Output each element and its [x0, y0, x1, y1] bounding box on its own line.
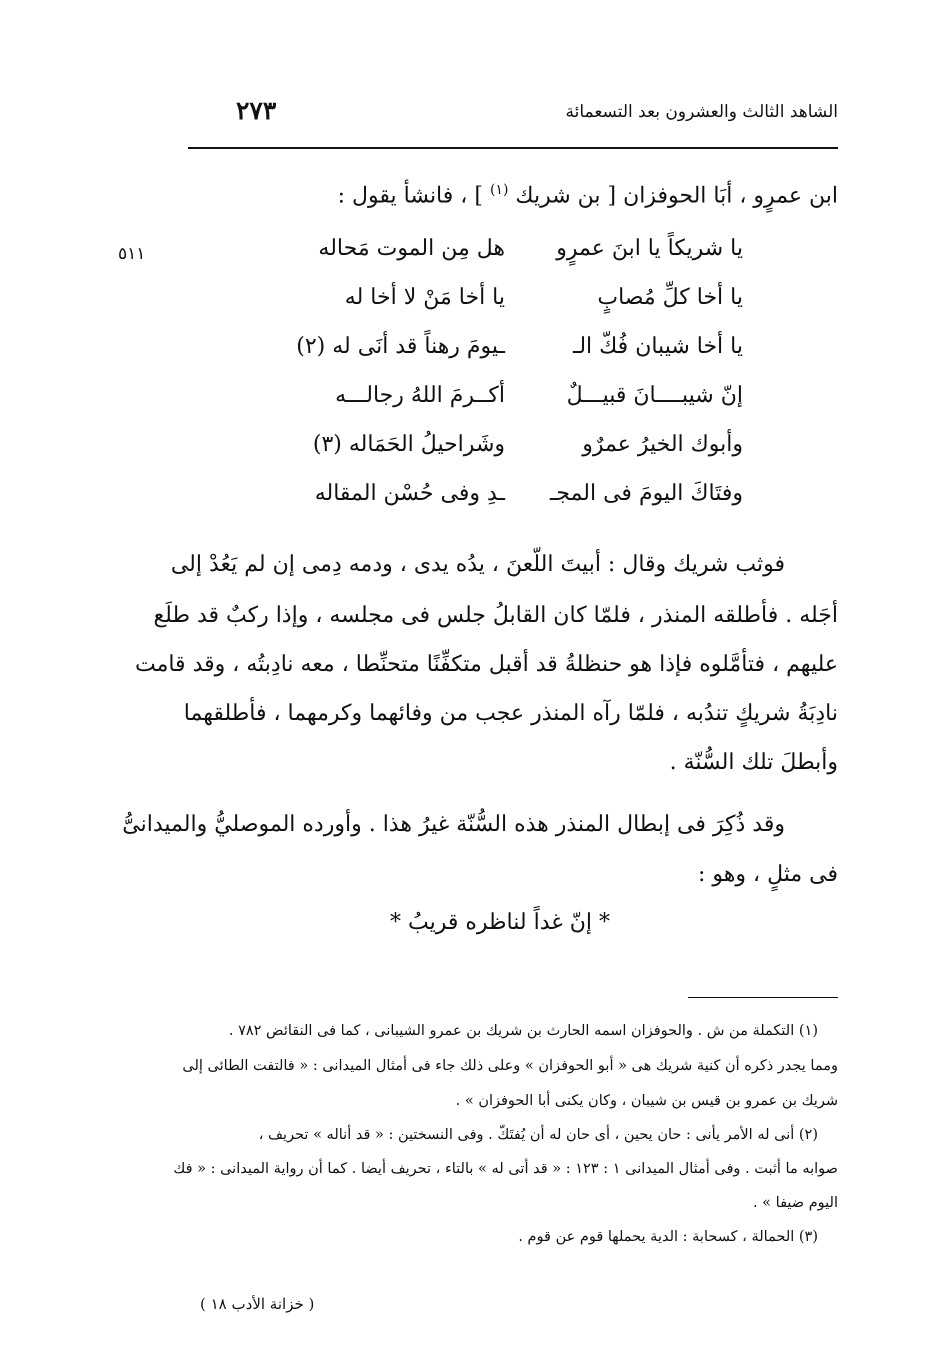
first-hemistich: وأبوك الخيرُ عمرٌو — [582, 432, 743, 457]
verse — [293, 236, 743, 285]
footnote-line: صوابه ما أثبت . وفى أمثال الميدانى ١ : ١٢٣ : « قد أتى له » بالتاء ، تحريف أيضا . كما أن رواية الميدانى : « فك — [173, 1161, 838, 1177]
paragraph-line: أجَله . فأطلقه المنذر ، فلمّا كان القابلُ جلس فى مجلسه ، وإذا ركبٌ قد طلَع — [153, 603, 838, 628]
paragraph-line: وأبطلَ تلك السُّنّة . — [669, 750, 838, 775]
second-hemistich: أكــرمَ اللهُ رجالـــه — [335, 383, 505, 408]
first-hemistich: وفتَاكَ اليومَ فى المجـ — [549, 481, 743, 506]
paragraph-line: فوثب شريك وقال : أبيتَ اللّعنَ ، يدُه يدى ، ودمه دِمى إن لم يَعُدْ إلى — [170, 552, 785, 577]
footnote-ref-1: (١) — [489, 182, 509, 198]
footnote-line: (٢) أنى له الأمر يأنى : حان يحين ، أى حان له أن يُفتَكّ . وفى النسختين : « قد أناله » تحريف ، — [258, 1127, 818, 1143]
first-hemistich: إنّ شيبــــانَ قبيـــلٌ — [566, 383, 743, 408]
first-hemistich: يا شريكاً يا ابنَ عمرٍو — [556, 236, 743, 261]
verse — [293, 432, 743, 481]
verse — [293, 481, 743, 530]
footnote-line: (٣) الحمالة ، كسحابة : الدية يحملها قوم عن قوم . — [518, 1229, 818, 1245]
second-hemistich: وشَراحيلُ الحَمَاله (٣) — [312, 432, 505, 457]
paragraph-line: فى مثلٍ ، وهو : — [697, 862, 838, 887]
header-rule — [188, 147, 838, 149]
footnote-line: شريك بن عمرو بن قيس بن شيبان ، وكان يكنى أبا الحوفزان » . — [455, 1093, 838, 1109]
paragraph-line: وقد ذُكِرَ فى إبطال المنذر هذه السُّنّة غيرُ هذا . وأورده الموصليُّ والميدانىُّ — [122, 812, 785, 837]
verse — [293, 285, 743, 334]
verse — [293, 383, 743, 432]
poem — [293, 236, 743, 530]
page-header — [188, 96, 838, 132]
paragraph-line: عليهم ، فتأمَّلوه فإذا هو حنظلةُ قد أقبل متكفِّنًا متحنِّطا ، معه نادِبتُه ، وقد قامت — [134, 652, 838, 677]
second-hemistich: ـيومَ رهناً قد أنَى له (٢) — [296, 334, 505, 359]
footnote-line: ومما يجدر ذكره أن كنية شريك هى « أبو الحوفزان » وعلى ذلك جاء فى أمثال الميدانى : « فالتفت الطائى إلى — [182, 1058, 838, 1074]
signature-mark: ( خزانة الأدب ١٨ ) — [200, 1295, 315, 1313]
intro-text-after: ] ، فانشأ يقول : — [337, 183, 490, 209]
intro-line — [188, 170, 838, 216]
verse — [293, 334, 743, 383]
first-hemistich: يا أخا كلِّ مُصابٍ — [597, 285, 743, 310]
footnote-separator — [688, 997, 838, 998]
first-hemistich: يا أخا شيبان فُكّ الـ — [572, 334, 743, 359]
second-hemistich: يا أخا مَنْ لا أخا له — [344, 285, 505, 310]
footnote-line: اليوم ضيفا » . — [752, 1195, 838, 1211]
footnote-line: (١) التكملة من ش . والحوفزان اسمه الحارث بن شريك بن عمرو الشيبانى ، كما فى النقائض ٧٨٢ . — [228, 1023, 818, 1039]
intro-text-before: ابن عمرٍو ، أبَا الحوفزان [ بن شريك — [508, 183, 838, 209]
second-hemistich: ـدِ وفى حُسْن المقاله — [314, 481, 505, 506]
page-number: ٢٧٣ — [236, 96, 277, 125]
paragraph-line: نادِبَةُ شريكٍ تندُبه ، فلمّا رآه المنذر عجب من وفائهما وكرمهما ، فأطلقهما — [183, 701, 838, 726]
running-title: الشاهد الثالث والعشرون بعد التسعمائة — [565, 102, 838, 122]
margin-number: ٥١١ — [118, 244, 146, 264]
second-hemistich: هل مِن الموت مَحاله — [318, 236, 505, 261]
proverb-quote: * إنّ غداً لناظره قريبُ * — [390, 910, 610, 935]
